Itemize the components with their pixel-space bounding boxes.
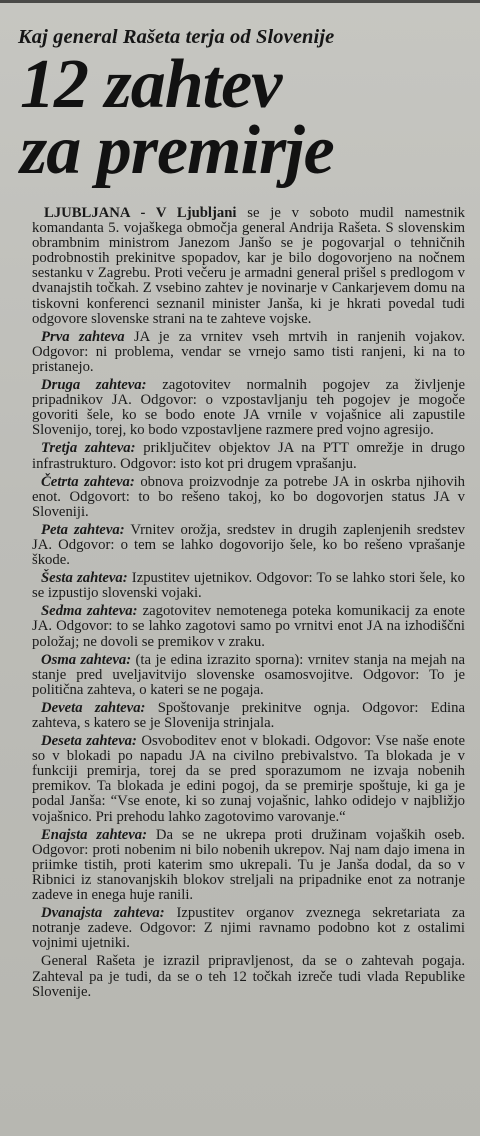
demand-text: Osvoboditev enot v blokadi. Odgovor: Vse naše enote so v blokadi po napadu JA na civilno prebivalstvo. Ta blokada je v funkciji premirja, torej da se pred sporazumom ne izvaja nobenih premikov. Ta blokada je edini pogoj, da se premirje spoštuje, ki ga je podal Janša: “Vse enote, ki so zunaj vojašnic, lahko odidejo v najbližjo vojašnico. Pri prehodu lahko zagotovimo varovanje.“ (32, 733, 465, 825)
demand-paragraph (32, 701, 465, 731)
closing-paragraph: General Rašeta je izrazil pripravljenost, da se o zahtevah pogaja. Zahteval pa je tudi, da se o teh 12 točkah izreče tudi vlada Republike Slovenije. (32, 953, 465, 1000)
demand-text: JA je za vrnitev vseh mrtvih in ranjenih vojakov. Odgovor: ni problema, vendar se vrnejo samo tisti ranjeni, ki na to pristanejo. (32, 328, 465, 375)
demand-text: Spoštovanje prekinitve ognja. Odgovor: Edina zahteva, s katero se je Slovenija strinjala. (32, 699, 466, 731)
headline-line-2: za premirje (20, 112, 334, 189)
demand-label: Deseta zahteva: (41, 733, 137, 750)
demand-label: Enajsta zahteva: (41, 826, 148, 843)
demand-label: Druga zahteva: (41, 377, 147, 394)
demand-text: obnova proizvodnje za potrebe JA in oskrba njihovih enot. Odgovort: to bo rešeno takoj, ko bo dogovorjen status JA v Sloveniji. (32, 473, 465, 520)
demand-paragraph (32, 604, 465, 649)
article-kicker: Kaj general Rašeta terja od Slovenije (18, 26, 335, 48)
demand-text: zagotovitev normalnih pogojev za življenje pripadnikov JA. Odgovor: o vzpostavljanju teh pogojev je mogoče govoriti šele, ko se bodo enote JA vrnile v vojašnice ali zapustile Slovenijo, torej, ko bodo vzpostavljene razmere pred vojno agresijo. (32, 377, 465, 439)
demand-label: Tretja zahteva: (41, 440, 136, 457)
demand-paragraph (32, 441, 465, 471)
demand-paragraph (32, 906, 465, 951)
demand-paragraph (32, 330, 465, 375)
demand-text: (ta je edina izrazito sporna): vrnitev stanja na mejah na stanje pred uveljavitvijo slovenske osamosvojitve. Odgovor: To je politična zahteva, o kateri se ne pogaja. (32, 651, 465, 698)
demand-label: Sedma zahteva: (41, 603, 138, 620)
headline-line-1: 12 zahtev (20, 46, 282, 123)
demand-label: Osma zahteva: (41, 651, 132, 668)
dateline: LJUBLJANA - V Ljubljani (44, 205, 237, 221)
demand-text: Izpustitev ujetnikov. Odgovor: To se lahko stori šele, ko se izpustijo slovenski vojaki. (32, 570, 465, 602)
demand-label: Prva zahteva (41, 328, 125, 345)
demand-text: zagotovitev nemotenega poteka komunikacij za enote JA. Odgovor: to se lahko zagotovi samo po vrnitvi enot JA na izhodiščni položaj; ne dovoli se premikov v zraku. (32, 603, 465, 650)
demand-text: priključitev objektov JA na PTT omrežje in drugo infrastrukturo. Odgovor: isto kot pri drugem vprašanju. (32, 440, 465, 472)
demand-paragraph (32, 653, 465, 698)
demand-label: Dvanajsta zahteva: (41, 905, 165, 922)
article-headline (20, 46, 475, 189)
top-rule (0, 0, 480, 3)
demand-paragraph (32, 571, 465, 601)
demand-paragraph (32, 523, 465, 568)
demand-text: Vrnitev orožja, sredstev in drugih zaplenjenih sredstev JA. Odgovor: o tem se lahko dogovorijo šele, ko bo rešeno vprašanje škode. (32, 521, 466, 569)
lead-text: se je v soboto mudil namestnik komandanta 5. vojaškega območja general Andrija Rašeta. S slovenskim obrambnim ministrom Janezom Janšo se je pogovarjal o tehničnih podrobnostih prekinitve spopadov, kar je bilo dogovorjeno na nočnem sestanku v Zagrebu. Proti večeru je armadni general prišel s predlogom v dvanajstih točkah. Z vsebino zahtev je novinarje v Cankarjevem domu na tiskovni konferenci seznanil minister Janša, ki je hkrati povedal tudi odgovore slovenske strani na te zahteve vojske. (32, 205, 465, 327)
demand-paragraph (32, 828, 465, 903)
demand-label: Četrta zahteva: (41, 473, 135, 490)
demand-label: Peta zahteva: (41, 521, 125, 538)
demand-label: Deveta zahteva: (41, 699, 146, 716)
demand-paragraph (32, 734, 465, 825)
demand-text: Da se ne ukrepa proti družinam vojaških oseb. Odgovor: proti nobenim ni bilo nobenih ukrepov. Naj nam dajo imena in priimke tistih, proti katerim smo ukrepali. Tu je Janša dodal, da so v Ribnici iz stanovanjskih blokov streljali na pripadnike enot za notranje zadeve in enega huje ranili. (32, 826, 465, 904)
demand-paragraph (32, 378, 465, 438)
demand-text: Izpustitev organov zveznega sekretariata za notranje zadeve. Odgovor: Z njimi ravnamo podobno kot z ostalimi vojnimi ujetniki. (32, 905, 465, 952)
article-body (32, 206, 465, 1003)
demand-paragraph (32, 475, 465, 520)
demand-label: Šesta zahteva: (41, 570, 128, 587)
lead-paragraph (32, 206, 465, 327)
